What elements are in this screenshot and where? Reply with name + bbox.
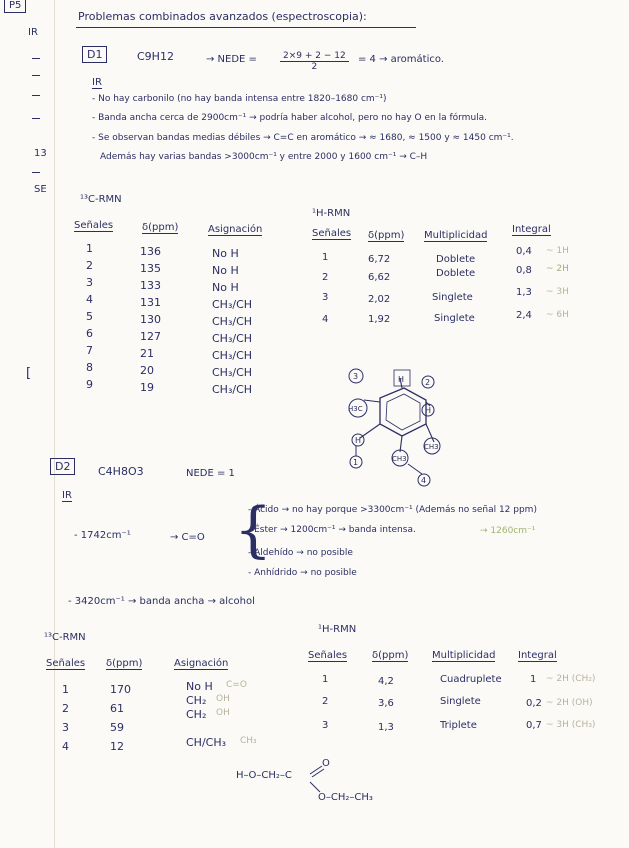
table-cell: 130 <box>140 313 161 326</box>
margin-13-label: 13 <box>34 148 47 159</box>
table-cell: 9 <box>86 378 93 391</box>
d2-cnmr-note: OH <box>216 694 230 704</box>
table-cell: CH₃/CH <box>212 366 253 379</box>
d2-cnmr-title: ¹³C-RMN <box>44 632 86 643</box>
d1-hnmr-mult: Singlete <box>434 313 475 324</box>
table-cell: 12 <box>110 740 124 753</box>
margin-dash <box>32 95 40 96</box>
options-brace: { <box>234 495 273 565</box>
bond <box>312 769 324 777</box>
margin-dash <box>32 172 40 173</box>
structure-label: CH3 <box>424 443 439 451</box>
table-cell: CH₃/CH <box>212 298 253 311</box>
table-cell: 133 <box>140 279 161 292</box>
d1-hnmr-integral-note: ~ 2H <box>546 264 569 274</box>
d2-hnmr-integral: 1 <box>530 674 537 685</box>
d2-nede: NEDE = 1 <box>186 468 235 479</box>
d2-hnmr-integral-note: ~ 2H (CH₂) <box>546 674 596 684</box>
margin-se-label: SE <box>34 184 47 195</box>
d2-hnmr-title: ¹H-RMN <box>318 624 357 635</box>
d1-hnmr-signal: 4 <box>322 314 329 325</box>
d1-cnmr-signals <box>86 240 93 393</box>
structure-label: H <box>355 436 362 445</box>
d2-structure-bottom: O–CH₂–CH₃ <box>318 792 373 803</box>
table-cell: 8 <box>86 361 93 374</box>
d1-hnmr-signal: 1 <box>322 252 329 263</box>
d2-hnmr-ppm: 4,2 <box>378 676 394 687</box>
d2-cnmr-header: Señales <box>46 658 86 669</box>
d2-hnmr-mult: Cuadruplete <box>440 674 502 685</box>
table-cell: No H <box>212 264 239 277</box>
nede-denominator: 2 <box>311 62 318 72</box>
margin-dash <box>32 58 40 59</box>
page-label: P5 <box>4 0 26 13</box>
d2-option: - Ácido → no hay porque >3300cm⁻¹ (Además no señal 12 ppm) <box>248 505 537 515</box>
table-cell: CH₂ <box>186 694 207 707</box>
structure-label: H <box>425 406 432 415</box>
d2-ir-band1-result: → C=O <box>170 532 205 543</box>
table-cell: No H <box>186 680 213 693</box>
d1-hnmr-integral-note: ~ 6H <box>546 310 569 320</box>
d1-hnmr-integral: 2,4 <box>516 310 532 321</box>
table-cell: CH₃/CH <box>212 383 253 396</box>
nede-numerator: 2×9 + 2 − 12 <box>280 51 349 62</box>
table-cell: 1 <box>86 242 93 255</box>
table-cell: 2 <box>86 259 93 272</box>
d1-cnmr-assign <box>212 245 252 398</box>
d1-hnmr-ppm: 6,62 <box>368 272 391 283</box>
d1-structure <box>340 360 450 490</box>
d1-hnmr-mult: Doblete <box>436 254 476 265</box>
d2-hnmr-signal: 1 <box>322 674 329 685</box>
d1-cnmr-header: Señales <box>74 220 114 231</box>
benzene-inner <box>386 394 420 430</box>
d2-structure-left: H–O–CH₂–C <box>236 770 292 781</box>
d2-hnmr-integral-note: ~ 3H (CH₃) <box>546 720 596 730</box>
d2-hnmr-signal: 2 <box>322 696 329 707</box>
d2-cnmr-note: CH₃ <box>240 736 257 746</box>
d2-ir-band2: - 3420cm⁻¹ → banda ancha → alcohol <box>68 596 255 607</box>
d1-nede-result: = 4 → aromático. <box>358 54 444 65</box>
d2-cnmr-ppm <box>110 680 131 756</box>
d2-hnmr-header: Multiplicidad <box>432 650 496 661</box>
d1-hnmr-ppm: 2,02 <box>368 294 391 305</box>
d1-ir-line: - Banda ancha cerca de 2900cm⁻¹ → podría haber alcohol, pero no hay O en la fórmula. <box>92 113 488 123</box>
table-cell: 127 <box>140 330 161 343</box>
table-cell: 4 <box>86 293 93 306</box>
d2-ir-band1: - 1742cm⁻¹ <box>74 530 131 541</box>
d2-cnmr-signals <box>62 680 69 756</box>
d1-formula: C9H12 <box>137 50 174 63</box>
table-cell: CH₂ <box>186 708 207 721</box>
d1-ir-line: Además hay varias bandas >3000cm⁻¹ y entre 2000 y 1600 cm⁻¹ → C–H <box>100 152 428 162</box>
d1-ir-line: - No hay carbonilo (no hay banda intensa entre 1820–1680 cm⁻¹) <box>92 94 387 104</box>
table-cell: CH₃/CH <box>212 315 253 328</box>
d2-cnmr-note: OH <box>216 708 230 718</box>
page-title: Problemas combinados avanzados (espectroscopia): <box>78 10 367 23</box>
bond <box>310 766 322 774</box>
benzene-ring <box>380 388 426 436</box>
d1-hnmr-header: δ(ppm) <box>368 230 405 241</box>
bond <box>408 464 422 474</box>
margin-bracket: [ <box>26 366 32 381</box>
d2-hnmr-integral: 0,2 <box>526 698 542 709</box>
table-cell: 61 <box>110 702 124 715</box>
d1-hnmr-integral: 1,3 <box>516 287 532 298</box>
d1-hnmr-title: ¹H-RMN <box>312 208 351 219</box>
table-cell: No H <box>212 247 239 260</box>
table-cell: 5 <box>86 310 93 323</box>
d2-hnmr-integral-note: ~ 2H (OH) <box>546 698 593 708</box>
table-cell: 135 <box>140 262 161 275</box>
table-cell: 2 <box>62 702 69 715</box>
table-cell: CH/CH₃ <box>186 736 227 749</box>
d1-cnmr-header: δ(ppm) <box>142 222 179 233</box>
d2-formula: C4H8O3 <box>98 465 144 478</box>
bond <box>364 400 380 402</box>
d2-ester-note: → 1260cm⁻¹ <box>480 526 536 536</box>
d1-nede-fraction <box>280 43 349 72</box>
table-cell: 3 <box>86 276 93 289</box>
table-cell: 7 <box>86 344 93 357</box>
d2-hnmr-header: Integral <box>518 650 557 661</box>
d2-hnmr-mult: Singlete <box>440 696 481 707</box>
d1-cnmr-header: Asignación <box>208 224 263 235</box>
d1-ir-line: - Se observan bandas medias débiles → C=C en aromático → ≈ 1680, ≈ 1500 y ≈ 1450 cm⁻¹. <box>92 133 514 143</box>
d2-structure-top: O <box>322 758 330 769</box>
d1-ir-title: IR <box>92 77 102 88</box>
table-cell: 131 <box>140 296 161 309</box>
table-cell: 1 <box>62 683 69 696</box>
d2-cnmr-note: C=O <box>226 680 247 690</box>
structure-label: H3C <box>348 405 363 413</box>
margin-ir-label: IR <box>28 27 38 38</box>
d1-cnmr-title: ¹³C-RMN <box>80 194 122 205</box>
margin-dash <box>32 118 40 119</box>
structure-label: H <box>398 375 405 384</box>
d2-cnmr-header: Asignación <box>174 658 229 669</box>
d2-hnmr-mult: Triplete <box>440 720 477 731</box>
margin-dash <box>32 75 40 76</box>
d2-option: - Anhídrido → no posible <box>248 568 357 578</box>
d2-label: D2 <box>50 458 75 475</box>
d1-hnmr-mult: Doblete <box>436 268 476 279</box>
d2-ir-title: IR <box>62 490 72 501</box>
d2-hnmr-integral: 0,7 <box>526 720 542 731</box>
d1-cnmr-ppm <box>140 243 161 396</box>
table-cell: 136 <box>140 245 161 258</box>
table-cell: 4 <box>62 740 69 753</box>
d1-hnmr-header: Multiplicidad <box>424 230 488 241</box>
structure-label: 2 <box>425 378 431 387</box>
d1-hnmr-integral: 0,4 <box>516 246 532 257</box>
d1-hnmr-ppm: 1,92 <box>368 314 391 325</box>
table-cell: No H <box>212 281 239 294</box>
d2-hnmr-ppm: 1,3 <box>378 722 394 733</box>
margin-rule <box>54 0 55 848</box>
table-cell: CH₃/CH <box>212 332 253 345</box>
d1-hnmr-signal: 2 <box>322 272 329 283</box>
structure-label: 1 <box>353 458 359 467</box>
title-underline <box>76 27 416 28</box>
d2-carbonyl-bonds <box>300 760 330 796</box>
d2-cnmr-header: δ(ppm) <box>106 658 143 669</box>
d2-hnmr-header: Señales <box>308 650 348 661</box>
d2-hnmr-signal: 3 <box>322 720 329 731</box>
d1-hnmr-header: Señales <box>312 228 352 239</box>
table-cell: 6 <box>86 327 93 340</box>
d2-option: - Éster → 1200cm⁻¹ → banda intensa. <box>248 525 416 535</box>
bond <box>310 782 320 792</box>
structure-label: 3 <box>353 372 359 381</box>
d1-hnmr-integral-note: ~ 3H <box>546 287 569 297</box>
table-cell: CH₃/CH <box>212 349 253 362</box>
structure-label: 4 <box>421 476 427 485</box>
d1-hnmr-signal: 3 <box>322 292 329 303</box>
d1-hnmr-ppm: 6,72 <box>368 254 391 265</box>
d1-nede-label: → NEDE = <box>206 54 257 65</box>
d2-hnmr-ppm: 3,6 <box>378 698 394 709</box>
table-cell: 20 <box>140 364 154 377</box>
d1-hnmr-integral: 0,8 <box>516 265 532 276</box>
d2-hnmr-header: δ(ppm) <box>372 650 409 661</box>
d1-label: D1 <box>82 46 107 63</box>
table-cell: 19 <box>140 381 154 394</box>
structure-label: CH3 <box>392 455 407 463</box>
d1-hnmr-mult: Singlete <box>432 292 473 303</box>
table-cell: 59 <box>110 721 124 734</box>
d1-hnmr-header: Integral <box>512 224 551 235</box>
table-cell: 3 <box>62 721 69 734</box>
d2-option: - Aldehído → no posible <box>248 548 353 558</box>
table-cell: 21 <box>140 347 154 360</box>
table-cell: 170 <box>110 683 131 696</box>
d1-hnmr-integral-note: ~ 1H <box>546 246 569 256</box>
